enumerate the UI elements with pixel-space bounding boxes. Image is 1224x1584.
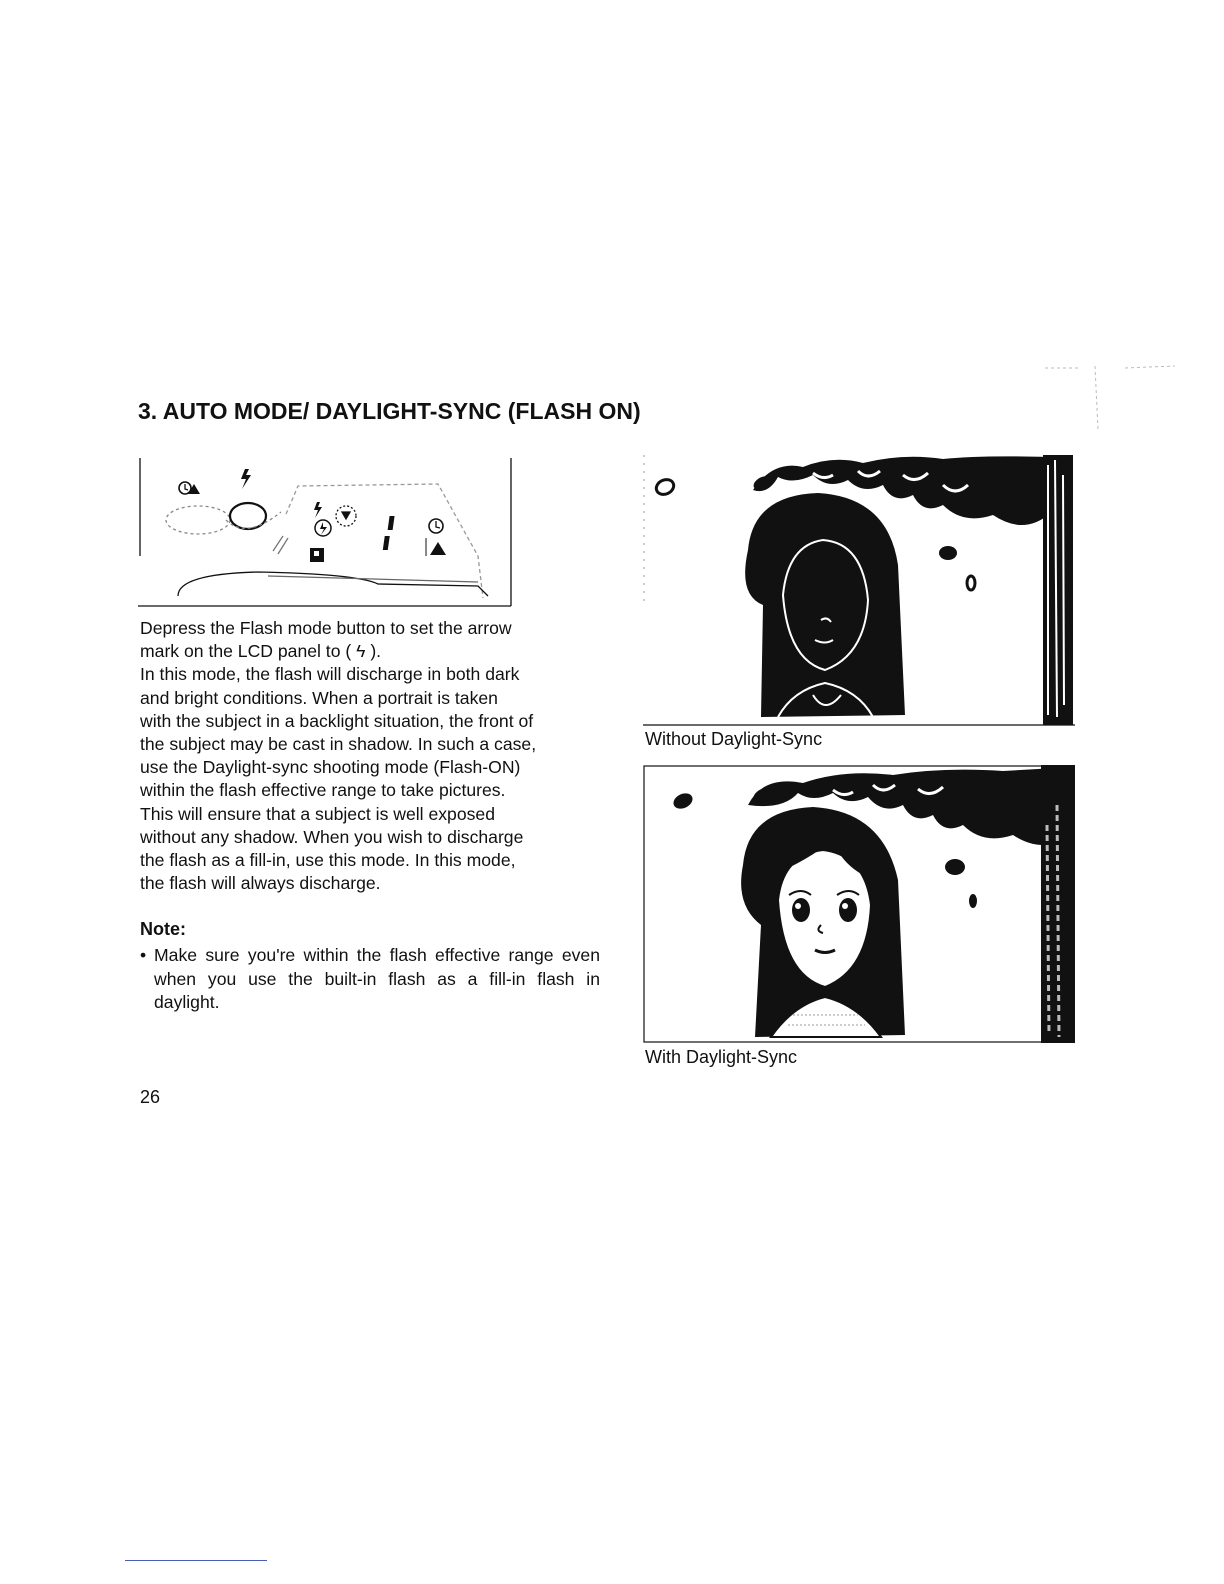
note-text: Make sure you're within the flash effective range even when you use the built-in flash as a fill-in flash in daylight. xyxy=(154,945,600,1013)
flash-icon xyxy=(241,469,251,489)
body-line: the flash as a fill-in, use this mode. In this mode, xyxy=(140,850,516,871)
body-line: In this mode, the flash will discharge in both dark xyxy=(140,664,520,685)
landscape-icon xyxy=(430,542,446,555)
flash-icon xyxy=(314,502,322,518)
bottom-rule xyxy=(125,1560,267,1561)
body-line: with the subject in a backlight situation, the front of xyxy=(140,710,534,731)
bullet: • xyxy=(140,945,147,965)
list-item xyxy=(140,944,600,1015)
page-number: 26 xyxy=(140,1087,161,1107)
self-timer-icon xyxy=(429,519,443,533)
flash-icon xyxy=(315,520,331,536)
body-line: Depress the Flash mode button to set the arrow xyxy=(140,618,512,638)
caption-without: Without Daylight-Sync xyxy=(645,729,823,749)
body-line: the flash will always discharge. xyxy=(140,873,381,894)
body-line: the subject may be cast in shadow. In such a case, xyxy=(140,734,537,755)
with-daylight-sync-illustration xyxy=(643,765,1075,1043)
body-line: use the Daylight-sync shooting mode (Flash-ON) xyxy=(140,757,521,778)
body-line: and bright conditions. When a portrait is taken xyxy=(140,687,498,708)
body-line: mark on the LCD panel to ( ϟ ). xyxy=(140,641,382,662)
page-title: 3. AUTO MODE/ DAYLIGHT-SYNC (FLASH ON) xyxy=(138,398,641,424)
body-line: This will ensure that a subject is well exposed xyxy=(140,803,495,824)
note-heading: Note: xyxy=(140,919,186,939)
scan-artifact xyxy=(1040,360,1180,440)
caption-with: With Daylight-Sync xyxy=(645,1047,798,1067)
camera-lcd-panel-illustration xyxy=(138,456,513,608)
without-daylight-sync-illustration xyxy=(643,455,1075,727)
body-paragraph xyxy=(140,617,600,895)
note-list xyxy=(140,944,600,1015)
body-line: within the flash effective range to take pictures. xyxy=(140,780,506,801)
body-line: without any shadow. When you wish to discharge xyxy=(140,826,524,847)
